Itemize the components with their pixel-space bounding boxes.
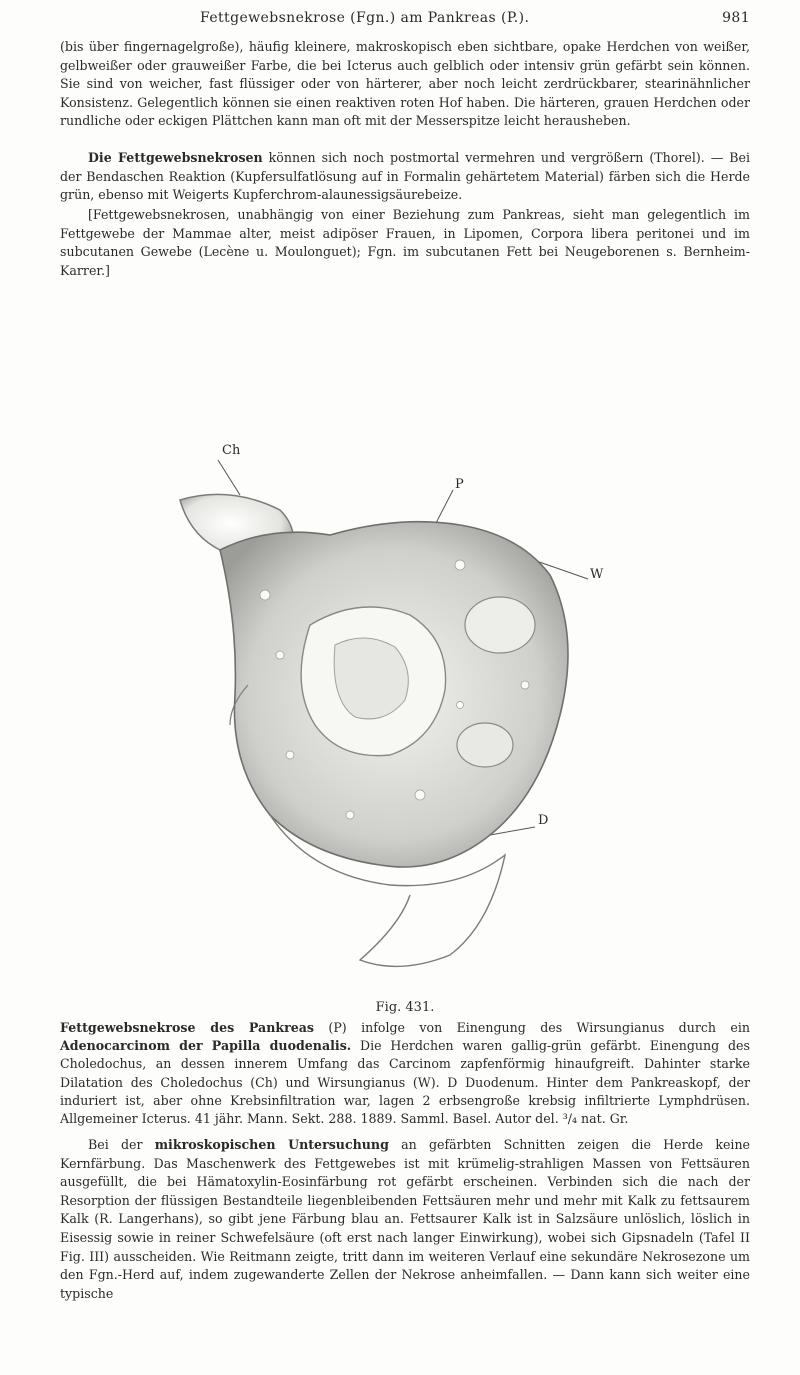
caption-lead: Fettgewebsnekrose des Pankreas [60,1020,315,1035]
caption-lead-2: Adenocarcinom der Papilla duodenalis. [60,1038,352,1054]
running-title: Fettgewebsnekrose (Fgn.) am Pankreas (P.). [200,10,530,26]
caption-text-1: (P) infolge von Einengung des Wirsungianus durch ein [328,1020,751,1035]
label-ch: Ch [222,443,241,458]
paragraph-4-text: an gefärbten Schnitten zeigen die Herde keine Kernfärbung. Das Maschenwerk des Fettgewebes ist mit krümelig-strahligen Massen von Fettsäuren ausgefüllt, die bei Hämatoxylin-Eosinfärbung rot gefärbt erscheinen. Verbinden sich die nach der Resorption der flüssigen Bestandteile liegenbleibenden Fettsäuren mehr und mehr mit Kalk zu fettsaurem Kalk (R. Langerhans), so gibt jene Färbung blau an. Fettsaurer Kalk ist in Salzsäure unlöslich, löslich in Eisessig sowie in reiner Schwefelsäure (oft erst nach langer Einwirkung), wobei sich Gipsnadeln (Tafel II Fig. III) ausscheiden. Wie Reitmann zeigte, tritt dann im weiteren Verlauf eine sekundäre Nekrosezone um den Fgn.-Herd auf, indem zugewanderte Zellen der Nekrose anheimfallen. — Dann kann sich weiter eine typische [60,1137,751,1301]
pancreas-illustration [160,455,640,985]
paragraph-2-text: können sich noch postmortal vermehren und vergrößern (Thorel). — Bei der Bendaschen Reaktion (Kupfersulfatlösung auf in Formalin gehärtetem Material) färben sich die Herde grün, ebenso mit Weigerts Kupferchrom-alaunessigsäurebeize. [60,150,750,203]
label-d: D [538,813,549,828]
paragraph-2 [60,149,750,205]
label-p: P [455,477,464,492]
caption-text-2: Die Herdchen waren gallig-grün gefärbt. Einengung des Choledochus, an dessen innerem Umfang das Carcinom zapfenförmig hinaufgreift. Dahinter starke Dilatation des Choledochus (Ch) und Wirsungianus (W). D Duodenum. Hinter dem Pankreaskopf, der induriert ist, aber ohne Krebsinfiltration war, lagen 2 erbsengroße krebsig infiltrierte Lymphdrüsen. Allgemeiner Icterus. 41 jähr. Mann. Sekt. 288. 1889. Samml. Basel. Autor del. ³/₄ nat. Gr. [60,1038,750,1127]
paragraph-1-text: (bis über fingernagelgroße), häufig kleinere, makroskopisch eben sichtbare, opake Herdchen von weißer, gelbweißer oder grauweißer Farbe, die bei Icterus auch gelblich oder intensiv grün gefärbt sein können. Sie sind von weicher, fast flüssiger oder von härterer, aber noch leicht zerdrückbarer, stearinähnlicher Konsistenz. Gelegentlich können sie einen reaktiven roten Hof haben. Die härteren, grauen Herdchen oder rundliche oder eckigen Plättchen kann man oft mit der Messerspitze leicht herausheben. [60,39,750,129]
paragraph-4 [60,1136,750,1303]
paragraph-3-text: [Fettgewebsnekrosen, unabhängig von einer Beziehung zum Pankreas, sieht man gelegentlich im Fettgewebe der Mammae alter, meist adipöser Frauen, in Lipomen, Corpora libera peritonei und im subcutanen Gewebe (Lecène u. Moulonguet); Fgn. im subcutanen Fett bei Neugeborenen s. Bernheim-Karrer.] [60,207,750,278]
figure-431 [160,443,640,985]
figure-caption [60,1019,750,1128]
running-head [60,10,750,30]
label-w: W [590,567,604,582]
paragraph-3 [60,206,750,280]
figure-number: Fig. 431. [375,1000,435,1015]
page-number: 981 [722,10,750,26]
paragraph-1 [60,38,750,131]
paragraph-2-lead: Die Fettgewebsnekrosen [88,150,263,165]
paragraph-4-bold: mikroskopischen Untersuchung [154,1137,389,1152]
paragraph-4-pre: Bei der [88,1137,143,1152]
